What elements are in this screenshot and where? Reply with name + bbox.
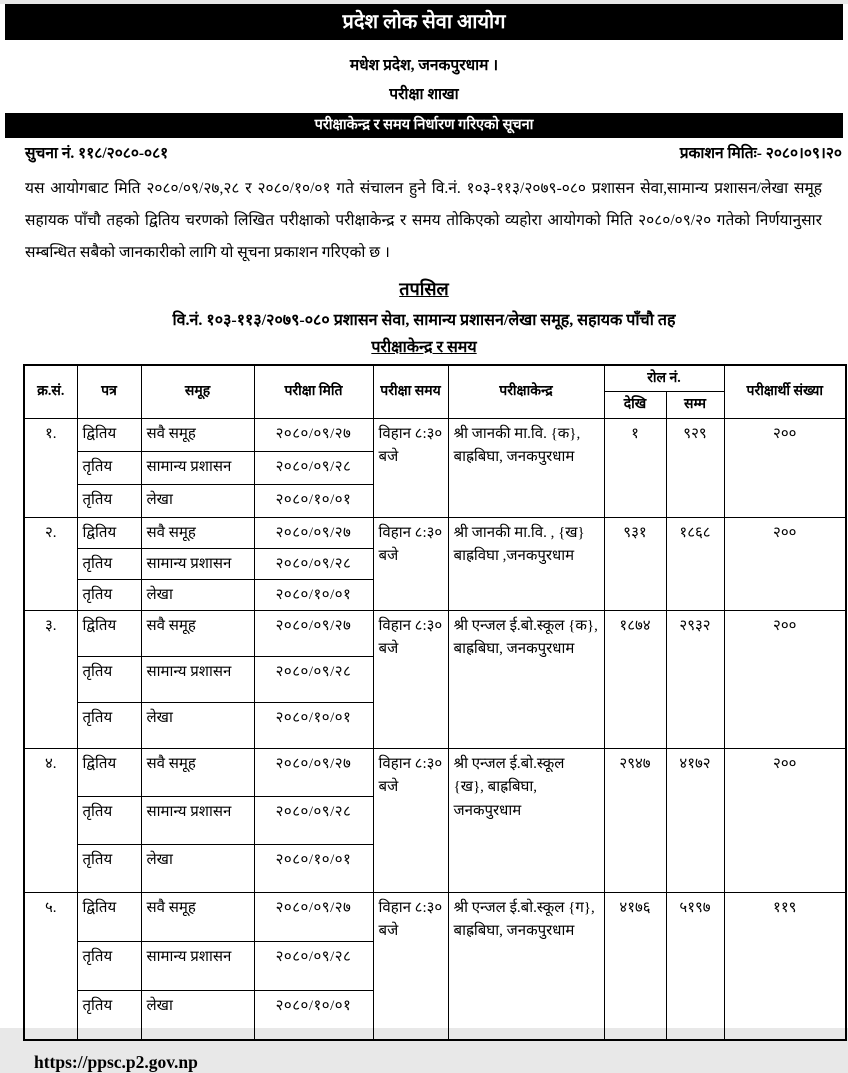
paper-cell: तृतिय <box>77 580 141 611</box>
header-center: परीक्षाकेन्द्र <box>448 365 604 419</box>
group-cell: सवै समूह <box>141 518 254 549</box>
roll-from-cell: ४१७६ <box>604 893 666 1040</box>
count-cell: २०० <box>724 611 846 749</box>
date-cell: २०८०/०९/२७ <box>254 749 373 797</box>
date-cell: २०८०/०९/२८ <box>254 657 373 703</box>
paper-cell: द्वितिय <box>77 893 141 942</box>
count-cell: २०० <box>724 419 846 518</box>
org-title-bar <box>5 4 843 40</box>
group-cell: लेखा <box>141 580 254 611</box>
table-row <box>24 419 846 452</box>
org-title: प्रदेश लोक सेवा आयोग <box>342 11 506 33</box>
date-cell: २०८०/१०/०१ <box>254 485 373 518</box>
paper-cell: द्वितिय <box>77 419 141 452</box>
date-cell: २०८०/०९/२८ <box>254 942 373 991</box>
group-cell: सवै समूह <box>141 611 254 657</box>
sn-cell: २. <box>24 518 77 611</box>
paper-cell: तृतिय <box>77 942 141 991</box>
count-cell: ११९ <box>724 893 846 1040</box>
sn-cell: १. <box>24 419 77 518</box>
center-cell: श्री एन्जल ई.बो.स्कूल {ग}, बाह्रबिघा, जनकपुरधाम <box>448 893 604 1040</box>
table-row <box>24 611 846 657</box>
table-row <box>24 893 846 942</box>
paper-cell: तृतिय <box>77 797 141 845</box>
tapasil-text: तपसिल <box>399 278 449 299</box>
center-cell: श्री एन्जल ई.बो.स्कूल {ख}, बाह्रबिघा, जनकपुरधाम <box>448 749 604 893</box>
roll-from-cell: २९४७ <box>604 749 666 893</box>
date-cell: २०८०/१०/०१ <box>254 845 373 893</box>
center-cell: श्री जानकी मा.वि. , {ख} बाह्रविघा ,जनकपुरधाम <box>448 518 604 611</box>
notice-number: सुचना नं. ११८/२०८०-०८१ <box>25 145 169 162</box>
time-cell: विहान ८:३० बजे <box>373 419 448 518</box>
paper-cell: तृतिय <box>77 485 141 518</box>
paper-cell: तृतिय <box>77 452 141 485</box>
exam-centers-table <box>23 364 847 1041</box>
table-title-text: परीक्षाकेन्द्र र समय <box>371 338 477 356</box>
group-cell: सवै समूह <box>141 893 254 942</box>
count-cell: २०० <box>724 518 846 611</box>
paper-cell: तृतिय <box>77 845 141 893</box>
time-cell: विहान ८:३० बजे <box>373 749 448 893</box>
roll-to-cell: १८६८ <box>666 518 724 611</box>
date-cell: २०८०/०९/२७ <box>254 611 373 657</box>
paper-cell: तृतिय <box>77 703 141 749</box>
group-cell: लेखा <box>141 845 254 893</box>
roll-from-cell: ९३१ <box>604 518 666 611</box>
paper-cell: तृतिय <box>77 549 141 580</box>
date-cell: २०८०/१०/०१ <box>254 991 373 1040</box>
header-sn: क्र.सं. <box>24 365 77 419</box>
group-cell: सामान्य प्रशासन <box>141 549 254 580</box>
paper-cell: तृतिय <box>77 991 141 1040</box>
header-exam-time: परीक्षा समय <box>373 365 448 419</box>
roll-to-cell: २९३२ <box>666 611 724 749</box>
center-cell: श्री एन्जल ई.बो.स्कूल {क}, बाह्रबिघा, जनकपुरधाम <box>448 611 604 749</box>
header-group: समूह <box>141 365 254 419</box>
time-cell: विहान ८:३० बजे <box>373 518 448 611</box>
sn-cell: ३. <box>24 611 77 749</box>
notice-document <box>0 4 848 1072</box>
sn-cell: ४. <box>24 749 77 893</box>
table-row <box>24 518 846 549</box>
tapasil-heading <box>0 277 848 301</box>
group-cell: सामान्य प्रशासन <box>141 797 254 845</box>
table-header-row <box>24 365 846 392</box>
roll-from-cell: १८७४ <box>604 611 666 749</box>
header-paper: पत्र <box>77 365 141 419</box>
advert-line: वि.नं. १०३-११३/२०७९-०८० प्रशासन सेवा, सामान्य प्रशासन/लेखा समूह, सहायक पाँचौ तह <box>172 311 676 329</box>
date-cell: २०८०/०९/२८ <box>254 797 373 845</box>
publish-date: प्रकाशन मितिः- २०८०।०९।२० <box>679 145 842 162</box>
header-roll-from: देखि <box>604 392 666 419</box>
website-url: https://ppsc.p2.gov.np <box>34 1051 198 1072</box>
roll-to-cell: ५१९७ <box>666 893 724 1040</box>
date-cell: २०८०/०९/२८ <box>254 549 373 580</box>
group-cell: सवै समूह <box>141 419 254 452</box>
notice-meta-row <box>25 141 842 163</box>
header-count: परीक्षार्थी संख्या <box>724 365 846 419</box>
table-row <box>24 749 846 797</box>
roll-to-cell: ४१७२ <box>666 749 724 893</box>
header-roll-to: सम्म <box>666 392 724 419</box>
date-cell: २०८०/१०/०१ <box>254 703 373 749</box>
group-cell: लेखा <box>141 991 254 1040</box>
paper-cell: तृतिय <box>77 657 141 703</box>
group-cell: लेखा <box>141 485 254 518</box>
time-cell: विहान ८:३० बजे <box>373 611 448 749</box>
paper-cell: द्वितिय <box>77 749 141 797</box>
date-cell: २०८०/०९/२८ <box>254 452 373 485</box>
branch-subtitle: परीक्षा शाखा <box>389 86 459 103</box>
group-cell: लेखा <box>141 703 254 749</box>
sn-cell: ५. <box>24 893 77 1040</box>
group-cell: सामान्य प्रशासन <box>141 942 254 991</box>
time-cell: विहान ८:३० बजे <box>373 893 448 1040</box>
date-cell: २०८०/०९/२७ <box>254 518 373 549</box>
group-cell: सामान्य प्रशासन <box>141 657 254 703</box>
paper-cell: द्वितिय <box>77 611 141 657</box>
notice-paragraph: यस आयोगबाट मिति २०८०/०९/२७,२८ र २०८०/१०/०१ गते संचालन हुने वि.नं. १०३-११३/२०७९-०८० प्रशासन सेवा,सामान्य प्रशासन/लेखा समूह सहायक पाँचौ तहको द्वितिय चरणको लिखित परीक्षाको परीक्षाकेन्द्र र समय तोकिएको व्यहोरा आयोगको मिति २०८०/०९/२० गतेको निर्णयानुसार सम्बन्धित सबैको जानकारीको लागि यो सूचना प्रकाशन गरिएको छ । <box>25 180 822 262</box>
roll-to-cell: ९२९ <box>666 419 724 518</box>
group-cell: सवै समूह <box>141 749 254 797</box>
notice-title: परीक्षाकेन्द्र र समय निर्धारण गरिएको सूचना <box>314 117 534 133</box>
center-cell: श्री जानकी मा.वि. {क}, बाह्रबिघा, जनकपुरधाम <box>448 419 604 518</box>
date-cell: २०८०/१०/०१ <box>254 580 373 611</box>
table-title <box>0 335 848 357</box>
roll-from-cell: १ <box>604 419 666 518</box>
notice-title-bar <box>5 113 843 138</box>
date-cell: २०८०/०९/२७ <box>254 893 373 942</box>
paper-cell: द्वितिय <box>77 518 141 549</box>
header-exam-date: परीक्षा मिति <box>254 365 373 419</box>
province-subtitle: मधेश प्रदेश, जनकपुरधाम । <box>349 57 499 74</box>
header-roll: रोल नं. <box>604 365 724 392</box>
date-cell: २०८०/०९/२७ <box>254 419 373 452</box>
group-cell: सामान्य प्रशासन <box>141 452 254 485</box>
count-cell: २०० <box>724 749 846 893</box>
